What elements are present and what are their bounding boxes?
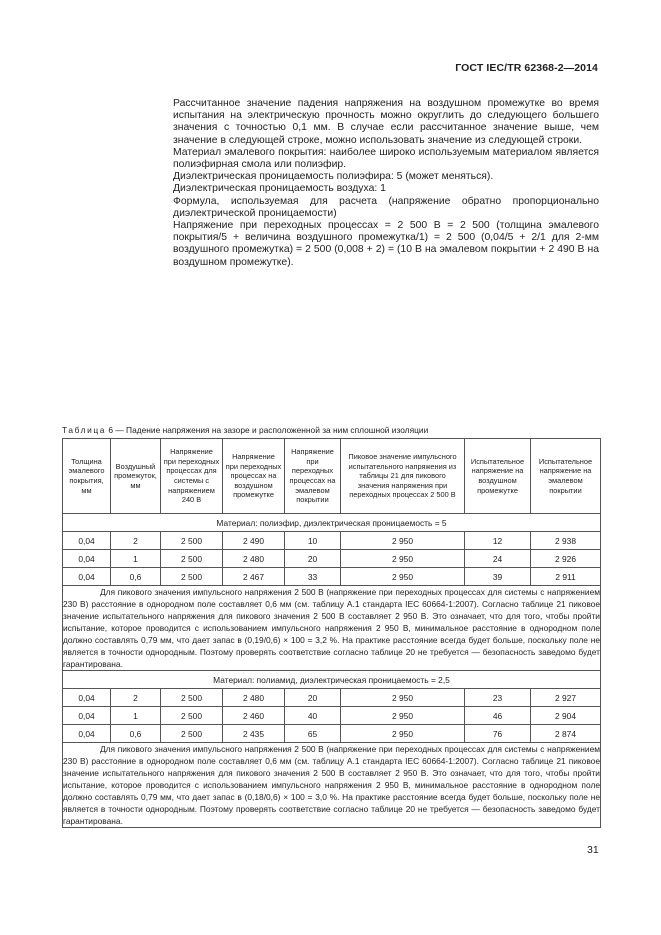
table-row bbox=[63, 550, 601, 568]
cell-transient-voltage: 2 500 bbox=[161, 532, 223, 550]
table-row bbox=[63, 532, 601, 550]
header-transient-voltage: Напряжение при переходных процессах для системы с напряжением 240 В bbox=[161, 439, 223, 514]
table-caption-label: Таблица bbox=[62, 425, 107, 435]
cell-enamel-test-voltage: 2 904 bbox=[531, 707, 601, 725]
table-row bbox=[63, 689, 601, 707]
cell-enamel-test-voltage: 2 874 bbox=[531, 725, 601, 743]
paragraph-rounding: Рассчитанное значение падения напряжения на воздушном промежутке во время испытания на электрическую прочность можно округлить до следующего большего значения с точностью 0,1 мм. В случае если рассчитанное значение выше, чем значение в следующей строке, можно использовать значение из следующей строки. bbox=[173, 98, 599, 146]
body-text bbox=[173, 98, 599, 269]
cell-transient-voltage: 2 500 bbox=[161, 689, 223, 707]
cell-air-gap-test-voltage: 39 bbox=[465, 568, 531, 586]
cell-air-gap-voltage: 2 490 bbox=[223, 532, 285, 550]
cell-enamel-test-voltage: 2 926 bbox=[531, 550, 601, 568]
header-air-gap: Воздушный промежуток, мм bbox=[111, 439, 161, 514]
page-number: 31 bbox=[587, 844, 599, 856]
table-row bbox=[63, 568, 601, 586]
cell-enamel-thickness: 0,04 bbox=[63, 689, 111, 707]
cell-enamel-voltage: 40 bbox=[285, 707, 341, 725]
header-enamel-test-voltage: Испытательное напряжение на эмалевом покрытии bbox=[531, 439, 601, 514]
cell-air-gap: 1 bbox=[111, 550, 161, 568]
cell-enamel-thickness: 0,04 bbox=[63, 550, 111, 568]
cell-air-gap: 2 bbox=[111, 689, 161, 707]
cell-air-gap-voltage: 2 467 bbox=[223, 568, 285, 586]
cell-enamel-test-voltage: 2 927 bbox=[531, 689, 601, 707]
material-row bbox=[63, 514, 601, 532]
table-header-row bbox=[63, 439, 601, 514]
paragraph-calculation: Напряжение при переходных процессах = 2 500 В = 2 500 (толщина эмалевого покрытия/5 + величина воздушного промежутка/1) = 2 500 (0,04/5 + 2/1 для 2-мм воздушного промежутка) = 2 500 (0,008 + 2) = (10 В на эмалевом покрытии + 2 490 В на воздушном промежутке). bbox=[173, 220, 599, 268]
cell-air-gap-test-voltage: 76 bbox=[465, 725, 531, 743]
table-row bbox=[63, 725, 601, 743]
material-row bbox=[63, 671, 601, 689]
cell-peak-test-voltage: 2 950 bbox=[341, 725, 465, 743]
cell-air-gap-voltage: 2 480 bbox=[223, 550, 285, 568]
cell-transient-voltage: 2 500 bbox=[161, 725, 223, 743]
cell-air-gap-voltage: 2 435 bbox=[223, 725, 285, 743]
cell-peak-test-voltage: 2 950 bbox=[341, 568, 465, 586]
cell-enamel-thickness: 0,04 bbox=[63, 532, 111, 550]
cell-enamel-voltage: 20 bbox=[285, 550, 341, 568]
cell-air-gap-test-voltage: 46 bbox=[465, 707, 531, 725]
cell-air-gap-test-voltage: 12 bbox=[465, 532, 531, 550]
cell-air-gap: 0,6 bbox=[111, 568, 161, 586]
voltage-drop-table bbox=[62, 438, 601, 828]
header-enamel-transient-voltage: Напряжение при переходных процессах на эмалевом покрытии bbox=[285, 439, 341, 514]
cell-peak-test-voltage: 2 950 bbox=[341, 707, 465, 725]
note-polyamide bbox=[63, 743, 601, 828]
paragraph-formula: Формула, используемая для расчета (напряжение обратно пропорционально диэлектрической проницаемости) bbox=[173, 195, 599, 219]
note-row bbox=[63, 743, 601, 828]
cell-enamel-voltage: 65 bbox=[285, 725, 341, 743]
table-caption-text: 6 — Падение напряжения на зазоре и расположенной за ним сплошной изоляции bbox=[108, 425, 429, 435]
cell-enamel-thickness: 0,04 bbox=[63, 707, 111, 725]
paragraph-air-permittivity: Диэлектрическая проницаемость воздуха: 1 bbox=[173, 183, 386, 195]
note-row bbox=[63, 586, 601, 671]
header-air-gap-transient-voltage: Напряжение при переходных процессах на воздушном промежутке bbox=[223, 439, 285, 514]
header-enamel-thickness: Толщина эмалевого покрытия, мм bbox=[63, 439, 111, 514]
header-air-gap-test-voltage: Испытательное напряжение на воздушном промежутке bbox=[465, 439, 531, 514]
cell-air-gap-voltage: 2 460 bbox=[223, 707, 285, 725]
cell-enamel-test-voltage: 2 911 bbox=[531, 568, 601, 586]
cell-air-gap-test-voltage: 24 bbox=[465, 550, 531, 568]
cell-air-gap-test-voltage: 23 bbox=[465, 689, 531, 707]
cell-air-gap: 1 bbox=[111, 707, 161, 725]
cell-enamel-thickness: 0,04 bbox=[63, 725, 111, 743]
cell-peak-test-voltage: 2 950 bbox=[341, 550, 465, 568]
cell-enamel-voltage: 33 bbox=[285, 568, 341, 586]
cell-enamel-test-voltage: 2 938 bbox=[531, 532, 601, 550]
cell-enamel-voltage: 20 bbox=[285, 689, 341, 707]
cell-transient-voltage: 2 500 bbox=[161, 707, 223, 725]
paragraph-polyester-permittivity: Диэлектрическая проницаемость полиэфира: 5 (может меняться). bbox=[173, 171, 494, 183]
cell-air-gap-voltage: 2 480 bbox=[223, 689, 285, 707]
header-peak-test-voltage: Пиковое значение импульсного испытательного напряжения из таблицы 21 для пикового значения напряжения при переходных процессах 2 500 В bbox=[341, 439, 465, 514]
cell-air-gap: 0,6 bbox=[111, 725, 161, 743]
note-polyester bbox=[63, 586, 601, 671]
note-polyamide-text: Для пикового значения импульсного напряжения 2 500 В (напряжение при переходных процессах для системы с напряжением 230 В) расстояние в однородном поле составляет 0,6 мм (см. таблицу А.1 стандарта IEC 60664-1:2007). Согласно таблице 21 пиковое значение испытательного напряжения для пикового значения 2 500 В составляет 2 950 В. Это означает, что для того, чтобы пройти испытание, которое проводится с использованием импульсного напряжения 2 950 В, минимальное расстояние в однородном поле должно составлять 0,79 мм, что дает запас в (0,18/0,6) × 100 = 3,0 %. На практике расстояние всегда будет больше, поскольку поле не является в точности однородным. Поэтому проверять соответствие согласно таблице 20 не требуется — безопасность заведомо будет гарантирована. bbox=[63, 744, 600, 826]
cell-peak-test-voltage: 2 950 bbox=[341, 532, 465, 550]
cell-peak-test-voltage: 2 950 bbox=[341, 689, 465, 707]
paragraph-enamel-material: Материал эмалевого покрытия: наиболее широко используемым материалом является полиэфирная смола или полиэфир. bbox=[173, 146, 599, 171]
cell-enamel-thickness: 0,04 bbox=[63, 568, 111, 586]
table-row bbox=[63, 707, 601, 725]
table-caption bbox=[62, 425, 428, 435]
cell-air-gap: 2 bbox=[111, 532, 161, 550]
cell-transient-voltage: 2 500 bbox=[161, 550, 223, 568]
document-header: ГОСТ IEC/TR 62368-2—2014 bbox=[455, 62, 598, 74]
material-polyester: Материал: полиэфир, диэлектрическая проницаемость = 5 bbox=[63, 514, 601, 532]
note-polyester-text: Для пикового значения импульсного напряжения 2 500 В (напряжение при переходных процессах для системы с напряжением 230 В) расстояние в однородном поле составляет 0,6 мм (см. таблицу А.1 стандарта IEC 60664-1:2007). Согласно таблице 21 пиковое значение испытательного напряжения для пикового значения 2 500 В составляет 2 950 В. Это означает, что для того, чтобы пройти испытание, которое проводится с использованием импульсного напряжения 2 950 В, минимальное расстояние в однородном поле должно составлять 0,79 мм, что дает запас в (0,19/0,6) × 100 = 3,2 %. На практике расстояние всегда будет больше, поскольку поле не является в точности однородным. Поэтому проверять соответствие согласно таблице 20 не требуется — безопасность заведомо будет гарантирована. bbox=[63, 587, 600, 669]
cell-transient-voltage: 2 500 bbox=[161, 568, 223, 586]
material-polyamide: Материал: полиамид, диэлектрическая проницаемость = 2,5 bbox=[63, 671, 601, 689]
cell-enamel-voltage: 10 bbox=[285, 532, 341, 550]
